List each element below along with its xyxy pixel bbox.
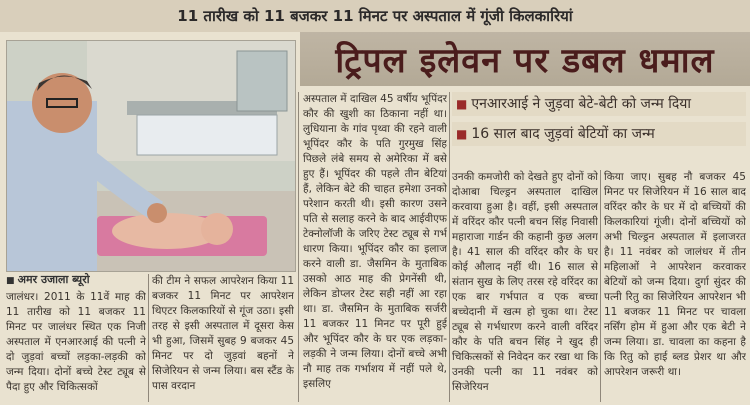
doctor-examining-newborn-image [7, 41, 295, 271]
kicker-headline: 11 तारीख को 11 बजकर 11 मिनट पर अस्पताल में गूंजी किलकारियां [0, 0, 750, 32]
article-column-3 [452, 170, 598, 402]
article-column-2 [303, 92, 447, 402]
article-text: अस्पताल में दाखिल 45 वर्षीय भूपिंदर कौर की खुशी का ठिकाना नहीं था। लुधियाना के गांव पृथ्वा की रहने वाली भूपिंदर कौर के पति गुरमुख सिंह पिछले लंबे समय से अमेरिका में बसे हुए हैं। भूपिंदर की पहले तीन बेटियां हैं, लेकिन बेटे की चाहत हमेशा उनको परेशान करती थी। इसी कारण उसने पति से सलाह करने के बाद आईवीएफ टेक्नोलॉजी के जरिए टेस्ट ट्यूब से गर्भ धारण किया। भूपिंदर कौर का इलाज करने वाली डा. जैसमिन के मुताबिक उसको आठ माह की प्रेगनेंसी थी, लेकिन डोप्लर टेस्ट सही नहीं आ रहा था। डा. जैसमिन के मुताबिक सर्जरी 11 बजकर 11 मिनट पर पूरी हुई और भूपिंदर कौर के घर एक लड़का-लड़की ने जन्म लिया। दोनों बच्चे अभी नौ माह तक गर्भाशय में नहीं पले थे, इसलिए [303, 93, 447, 390]
square-bullet-icon: ■ [456, 97, 468, 111]
news-photo [6, 40, 296, 272]
subheads [452, 92, 746, 166]
article-column-1b [152, 274, 294, 402]
column-divider [298, 92, 299, 402]
article-text: उनकी कमजोरी को देखते हुए दोनों को दोआबा चिल्ड्रन अस्पताल दाखिल करवाया हुआ है। वहीं, इसी अस्पताल में वरिंदर कौर पत्नी बचन सिंह निवासी महाराजा गार्डन की कहानी कुछ अलग है। 41 साल की वरिंदर कौर के घर कोई औलाद नहीं थी। 16 साल से संतान सुख के लिए तरस रहे वरिंदर का एक बार गर्भपात व एक बच्चा बच्चेदानी में खत्म हो चुका था। टेस्ट ट्यूब से गर्भधारण करने वाली वरिंदर कौर के पति बचन सिंह ने खुद ही चिकित्सकों से निवेदन कर रखा था कि उनकी पत्नी का 11 नवंबर को सिजेरियन [452, 171, 598, 393]
article-column-1 [6, 290, 146, 402]
subhead-1: ■ एनआरआई ने जुड़वा बेटे-बेटी को जन्म दिया [452, 92, 746, 116]
column-divider [449, 92, 450, 402]
subhead-2: ■ 16 साल बाद जुड़वां बेटियों का जन्म [452, 122, 746, 146]
column-divider [600, 170, 601, 402]
column-divider [148, 274, 149, 402]
article-text: किया जाए। सुबह नौ बजकर 45 मिनट पर सिजेरियन में 16 साल बाद वरिंदर कौर के घर में दो बच्चियों की किलकारियां गूंजी। दोनों बच्चियों को अभी चिल्ड्रन अस्पताल में इलाजरत है। 11 नवंबर को जालंधर में तीन महिलाओं ने आपरेशन करवाकर बेटियों को जन्म दिया। दुर्गा सुंदर की पत्नी रितु का सिजेरियन आपरेशन भी 11 बजकर 11 मिनट पर चावला नर्सिंग होम में हुआ और एक बेटी ने जन्म लिया। डा. चावला का कहना है कि रितु को हाई ब्लड प्रेशर था और आपरेशन जरूरी था। [604, 171, 746, 378]
article-text: की टीम ने सफल आपरेशन किया 11 बजकर 11 मिनट पर आपरेशन थिएटर किलकारियों से गूंज उठा। इसी तरह से इसी अस्पताल में दूसरा केस भी हुआ, जिसमें सुबह 9 बजकर 45 मिनट पर दो जुड़वां बहनों ने सिजेरियन से जन्म लिया। बस स्टैंड के पास वरदान [152, 275, 294, 392]
photo-credit: ■ अमर उजाला ब्यूरो [0, 272, 302, 288]
main-headline: ट्रिपल इलेवन पर डबल धमाल [300, 32, 750, 86]
article-text: जालंधर। 2011 के 11वें माह की 11 तारीख को 11 बजकर 11 मिनट पर जालंधर स्थित एक निजी अस्पताल में एनआरआई की पत्नी ने दो जुड़वां बच्चों लड़का-लड़की को जन्म दिया। दोनों बच्चे टेस्ट ट्यूब से पैदा हुए और चिकित्सकों [6, 291, 146, 393]
article-column-4 [604, 170, 746, 402]
square-bullet-icon: ■ [456, 127, 468, 141]
